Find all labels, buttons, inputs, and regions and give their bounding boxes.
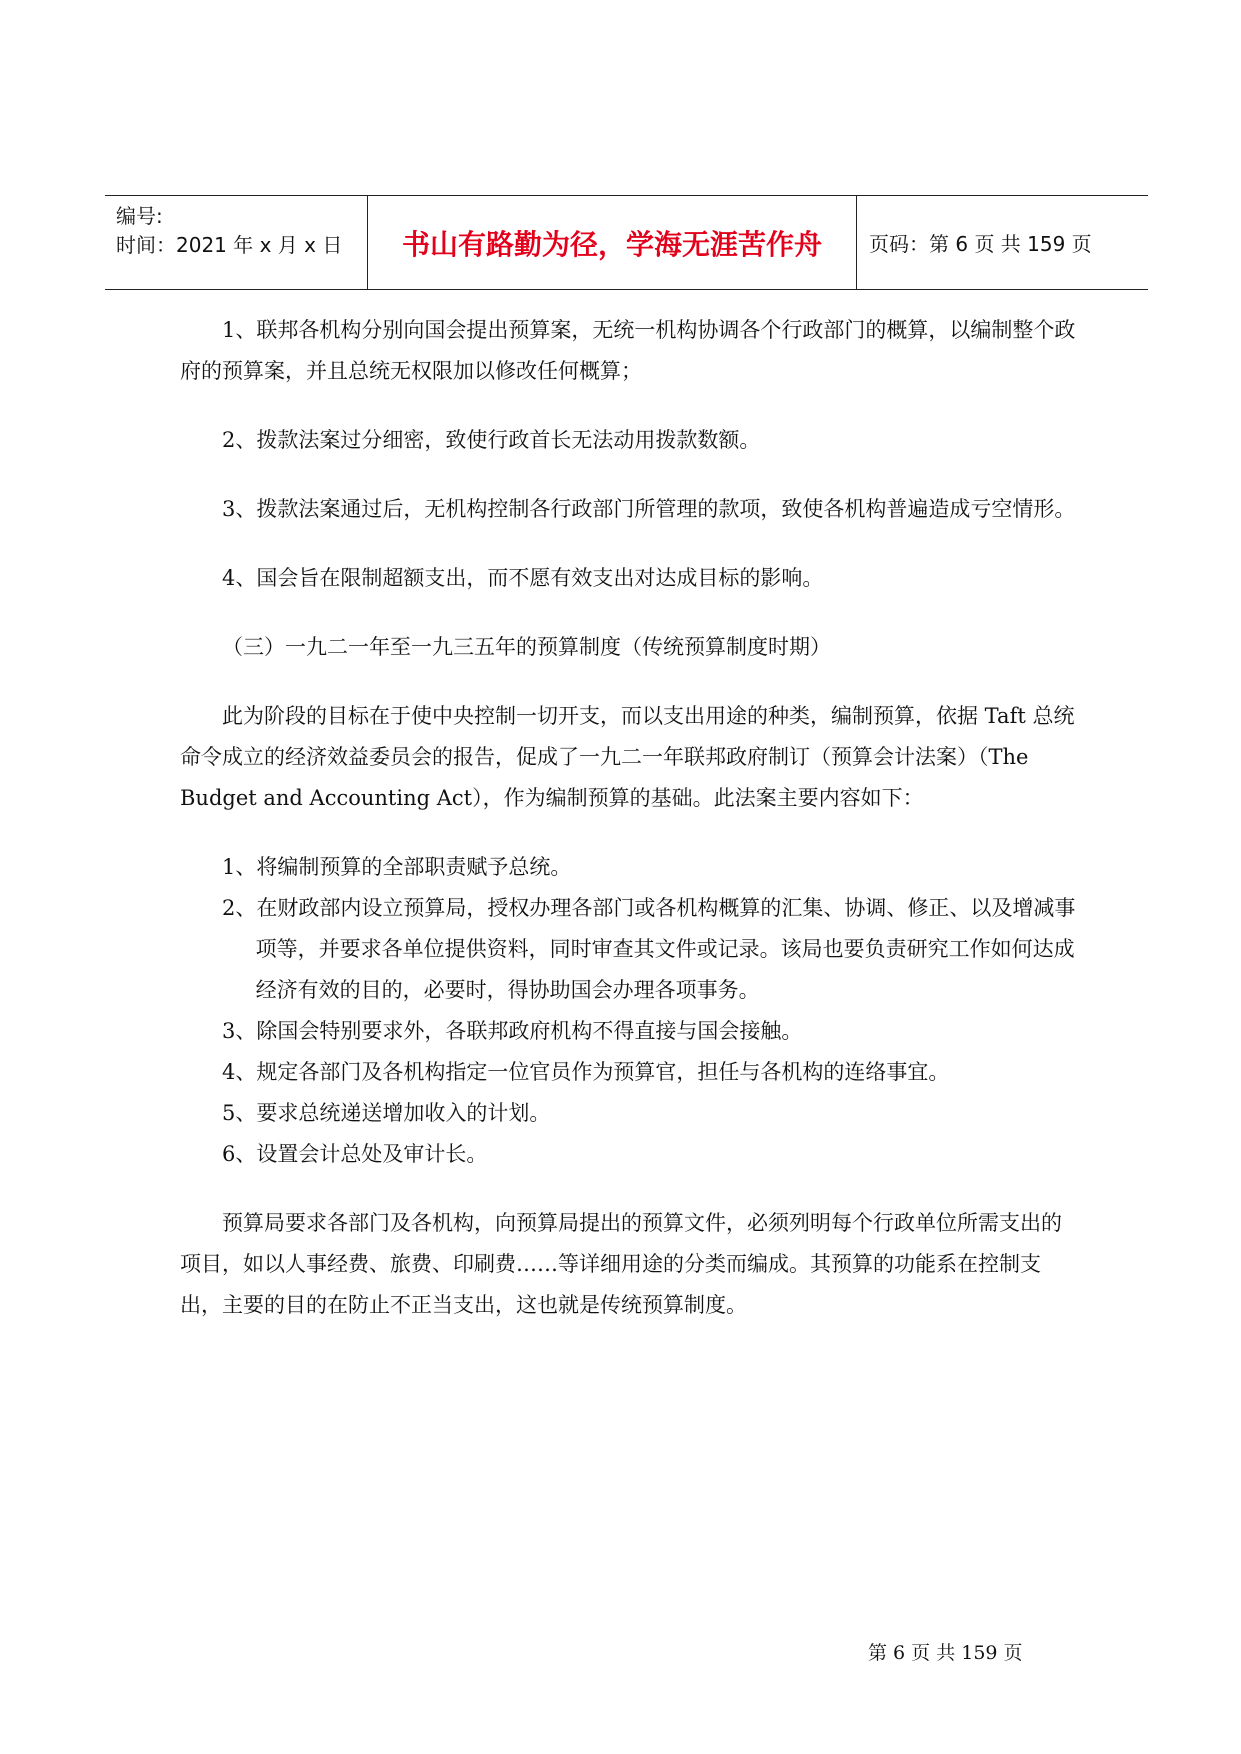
document-body [180,310,1080,1354]
header-page-label: 页码：第 6 页 共 159 页 [869,232,1092,256]
document-number-label: 编号: [116,204,163,228]
header-motto: 书山有路勤为径，学海无涯苦作舟 [368,196,857,289]
list-item: 6、设置会计总处及审计长。 [222,1142,488,1166]
numbered-list [180,847,1080,1175]
header-meta-cell [105,196,368,289]
document-time-label: 时间：2021 年 x 月 x 日 [116,233,343,257]
page-footer: 第 6 页 共 159 页 [868,1642,1023,1664]
paragraph: 4、国会旨在限制超额支出，而不愿有效支出对达成目标的影响。 [222,566,824,590]
paragraph: 2、拨款法案过分细密，致使行政首长无法动用拨款数额。 [222,428,761,452]
section-heading: （三）一九二一年至一九三五年的预算制度（传统预算制度时期） [222,635,831,659]
document-header [105,195,1148,290]
list-item: 5、要求总统递送增加收入的计划。 [222,1101,551,1125]
list-item: 1、将编制预算的全部职责赋予总统。 [222,855,572,879]
list-item: 2、在财政部内设立预算局，授权办理各部门或各机构概算的汇集、协调、修正、以及增减事项等，并要求各单位提供资料，同时审查其文件或记录。该局也要负责研究工作如何达成经济有效的目的，必要时，得协助国会办理各项事务。 [222,896,1076,1002]
paragraph: 3、拨款法案通过后，无机构控制各行政部门所管理的款项，致使各机构普遍造成亏空情形。 [222,497,1076,521]
list-item: 3、除国会特别要求外，各联邦政府机构不得直接与国会接触。 [222,1019,803,1043]
paragraph: 1、联邦各机构分别向国会提出预算案，无统一机构协调各个行政部门的概算，以编制整个政府的预算案，并且总统无权限加以修改任何概算； [180,318,1076,383]
paragraph: 此为阶段的目标在于使中央控制一切开支，而以支出用途的种类，编制预算，依据 Taft 总统命令成立的经济效益委员会的报告，促成了一九二一年联邦政府制订（预算会计法案）（The Budget and Accounting Act），作为编制预算的基础。此法案主要内容如下： [180,704,1075,810]
paragraph: 预算局要求各部门及各机构，向预算局提出的预算文件，必须列明每个行政单位所需支出的项目，如以人事经费、旅费、印刷费……等详细用途的分类而编成。其预算的功能系在控制支出，主要的目的在防止不正当支出，这也就是传统预算制度。 [180,1211,1062,1317]
list-item: 4、规定各部门及各机构指定一位官员作为预算官，担任与各机构的连络事宜。 [222,1060,950,1084]
